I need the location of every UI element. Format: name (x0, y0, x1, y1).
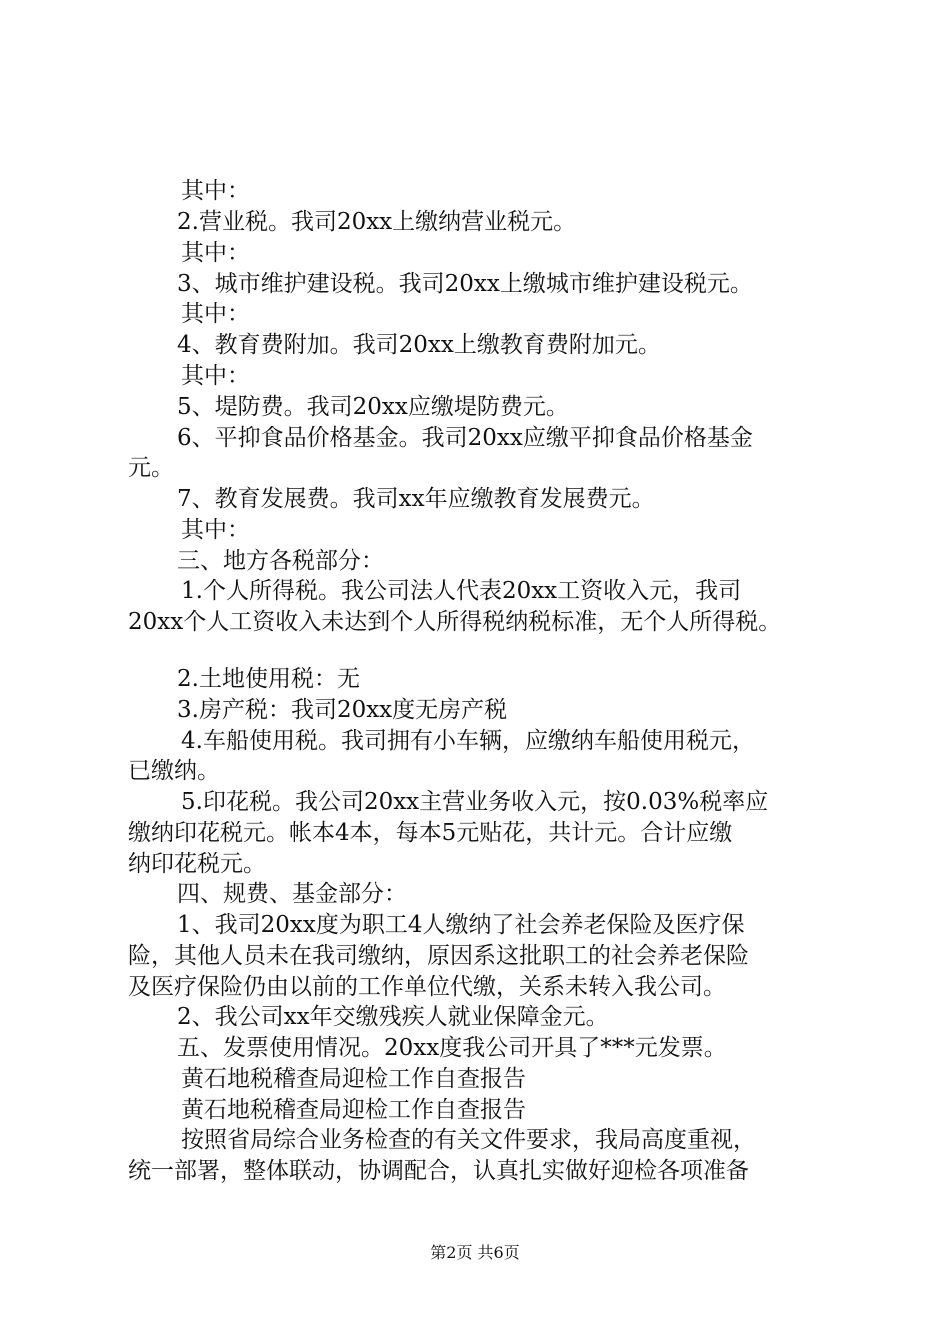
text-line: 3、城市维护建设税。我司20xx上缴城市维护建设税元。 (177, 271, 753, 297)
text-line: 险，其他人员未在我司缴纳，原因系这批职工的社会养老保险 (128, 943, 749, 969)
text-line: 3.房产税：我司20xx度无房产税 (177, 697, 508, 723)
section-heading: 五、发票使用情况。20xx度我公司开具了***元发票。 (177, 1035, 727, 1061)
text-line: 其中： (181, 363, 250, 389)
text-line: 6、平抑食品价格基金。我司20xx应缴平抑食品价格基金 (177, 425, 753, 451)
text-line: 其中： (181, 301, 250, 327)
text-line: 及医疗保险仍由以前的工作单位代缴，关系未转入我公司。 (128, 974, 726, 1000)
text-line: 2、我公司xx年交缴残疾人就业保障金元。 (177, 1004, 609, 1030)
text-line: 2.土地使用税：无 (177, 666, 360, 692)
text-line: 2.营业税。我司20xx上缴纳营业税元。 (177, 209, 577, 235)
text-line: 4.车船使用税。我司拥有小车辆，应缴纳车船使用税元， (181, 728, 755, 754)
text-line: 元。 (128, 455, 174, 481)
text-line: 4、教育费附加。我司20xx上缴教育费附加元。 (177, 332, 661, 358)
page-number: 第2页 共6页 (430, 1243, 520, 1262)
text-line: 已缴纳。 (128, 758, 220, 784)
text-line: 7、教育发展费。我司xx年应缴教育发展费元。 (177, 486, 655, 512)
text-line: 其中： (181, 517, 250, 543)
text-line: 5.印花税。我公司20xx主营业务收入元，按0.03%税率应 (181, 789, 769, 815)
text-line: 20xx个人工资收入未达到个人所得税纳税标准，无个人所得税。 (128, 609, 782, 635)
report-title: 黄石地税稽查局迎检工作自查报告 (181, 1066, 526, 1092)
text-line: 纳印花税元。 (128, 851, 266, 877)
text-line: 其中： (181, 240, 250, 266)
section-heading: 三、地方各税部分： (177, 548, 384, 574)
text-line: 统一部署，整体联动，协调配合，认真扎实做好迎检各项准备 (128, 1158, 749, 1184)
text-line: 1、我司20xx度为职工4人缴纳了社会养老保险及医疗保 (177, 912, 745, 938)
text-line: 缴纳印花税元。帐本4本，每本5元贴花，共计元。合计应缴 (128, 820, 733, 846)
text-line: 5、堤防费。我司20xx应缴堤防费元。 (177, 394, 569, 420)
text-line: 其中： (181, 178, 250, 204)
section-heading: 四、规费、基金部分： (177, 881, 407, 907)
text-line: 1.个人所得税。我公司法人代表20xx工资收入元，我司 (181, 578, 742, 604)
text-line: 按照省局综合业务检查的有关文件要求，我局高度重视， (181, 1127, 756, 1153)
report-title: 黄石地税稽查局迎检工作自查报告 (181, 1097, 526, 1123)
